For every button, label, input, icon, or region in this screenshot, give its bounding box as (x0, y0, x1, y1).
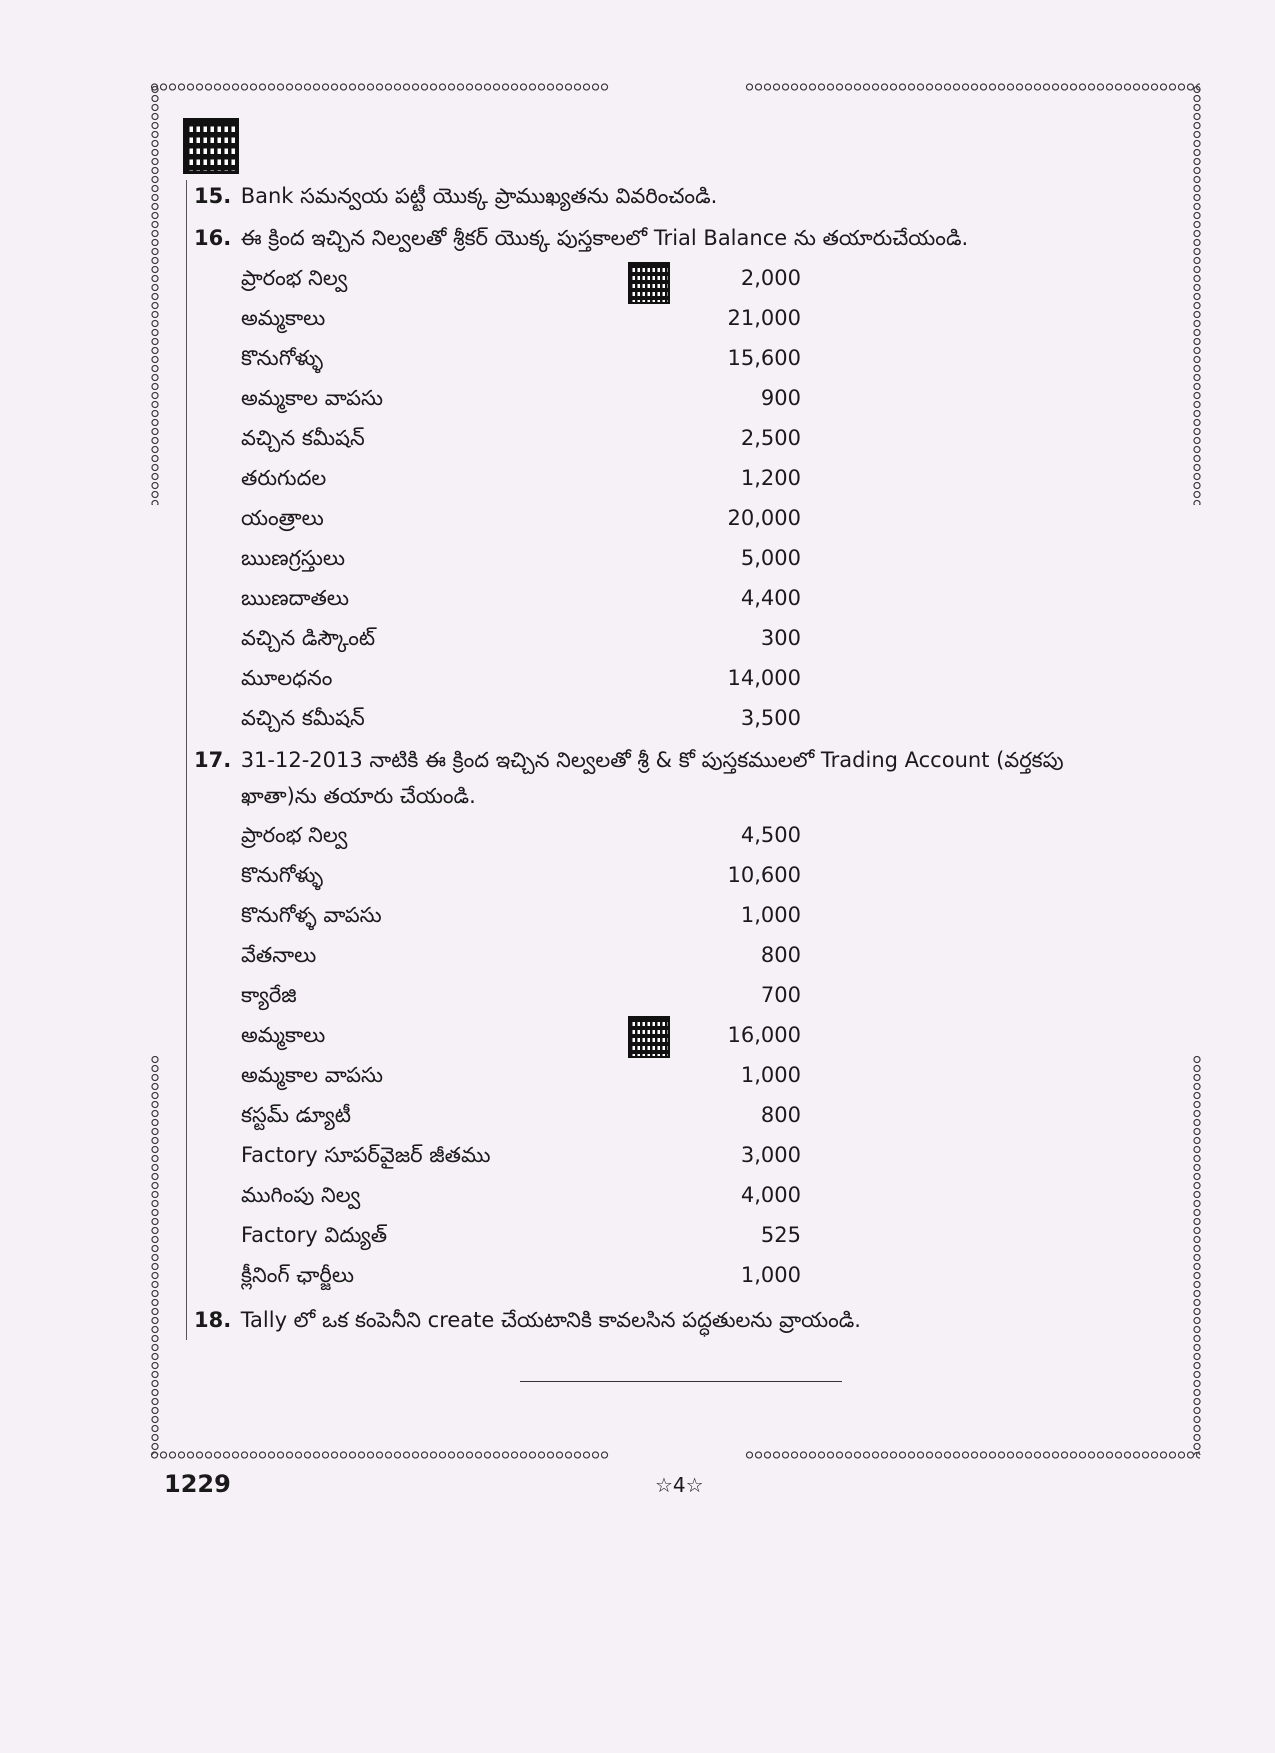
item-amount: 4,400 (740, 586, 801, 610)
item-amount: 3,000 (740, 1143, 801, 1167)
list-item (241, 346, 801, 376)
item-amount: 2,500 (740, 426, 801, 450)
item-label: మూలధనం (241, 666, 333, 690)
border-left-lower (148, 1055, 162, 1455)
question-number: 18. (194, 1308, 232, 1332)
list-item (241, 586, 801, 616)
question-15 (194, 184, 717, 214)
item-label: కొనుగోళ్ళ వాపసు (241, 903, 382, 927)
item-label: అమ్మకాల వాపసు (241, 386, 384, 410)
item-label: Factory సూపర్‌వైజర్ జీతము (241, 1143, 491, 1167)
list-item (241, 863, 801, 893)
question-16 (194, 226, 968, 256)
list-item (241, 943, 801, 973)
item-amount: 1,000 (740, 903, 801, 927)
item-amount: 1,000 (740, 1063, 801, 1087)
border-top-left (150, 80, 610, 94)
border-bottom-left (150, 1448, 610, 1462)
list-item (241, 426, 801, 456)
item-amount: 700 (760, 983, 801, 1007)
list-item (241, 823, 801, 853)
item-amount: 21,000 (727, 306, 801, 330)
question-17-continued (241, 784, 476, 814)
question-17 (194, 748, 1064, 778)
list-item (241, 1063, 801, 1093)
item-amount: 525 (760, 1223, 801, 1247)
list-item (241, 1143, 801, 1173)
item-label: అమ్మకాలు (241, 1023, 326, 1047)
list-item (241, 626, 801, 656)
item-label: వచ్చిన డిస్కౌంట్ (241, 626, 376, 650)
item-amount: 800 (760, 943, 801, 967)
item-amount: 900 (760, 386, 801, 410)
item-label: Factory విద్యుత్ (241, 1223, 388, 1247)
item-amount: 1,000 (740, 1263, 801, 1287)
question-text: 31-12-2013 నాటికి ఈ క్రింద ఇచ్చిన నిల్వలతో శ్రీ & కో పుస్తకములలో Trading Account (వర్తకపు (240, 748, 1064, 772)
border-right-lower (1190, 1055, 1204, 1455)
question-text: ఖాతా)ను తయారు చేయండి. (241, 784, 476, 808)
item-label: ముగింపు నిల్వ (241, 1183, 361, 1207)
qr-code-icon (183, 118, 239, 174)
item-amount: 4,000 (740, 1183, 801, 1207)
item-label: ఋణదాతలు (241, 586, 349, 610)
list-item (241, 266, 801, 296)
item-label: ఋణగ్రస్తులు (241, 546, 346, 570)
item-amount: 5,000 (740, 546, 801, 570)
item-label: ప్రారంభ నిల్వ (241, 266, 348, 290)
border-left-upper (148, 85, 162, 505)
item-amount: 15,600 (727, 346, 801, 370)
question-text: Tally లో ఒక కంపెనీని create చేయటానికి కావలసిన పద్ధతులను వ్రాయండి. (240, 1308, 861, 1332)
list-item (241, 1263, 801, 1293)
list-item (241, 306, 801, 336)
question-number: 15. (194, 184, 232, 208)
border-bottom-right (745, 1448, 1200, 1462)
page-code: 1229 (164, 1470, 231, 1498)
item-label: అమ్మకాల వాపసు (241, 1063, 384, 1087)
item-amount: 20,000 (727, 506, 801, 530)
item-label: క్లీనింగ్ ఛార్జీలు (241, 1263, 355, 1287)
page-number: ☆4☆ (655, 1473, 704, 1497)
item-label: కస్టమ్ డ్యూటీ (241, 1103, 351, 1127)
item-amount: 14,000 (727, 666, 801, 690)
end-of-paper-rule (520, 1381, 842, 1382)
list-item (241, 1103, 801, 1133)
item-amount: 3,500 (740, 706, 801, 730)
list-item (241, 546, 801, 576)
item-label: కొనుగోళ్ళు (241, 346, 324, 370)
item-amount: 16,000 (727, 1023, 801, 1047)
item-label: వచ్చిన కమీషన్ (241, 706, 365, 730)
item-label: అమ్మకాలు (241, 306, 326, 330)
list-item (241, 1183, 801, 1213)
border-right-upper (1190, 85, 1204, 505)
item-label: వచ్చిన కమీషన్ (241, 426, 365, 450)
margin-rule (186, 180, 187, 1340)
item-amount: 1,200 (740, 466, 801, 490)
list-item (241, 983, 801, 1013)
item-amount: 300 (760, 626, 801, 650)
question-18 (194, 1308, 861, 1338)
item-amount: 2,000 (740, 266, 801, 290)
item-amount: 4,500 (740, 823, 801, 847)
list-item (241, 706, 801, 736)
border-top-right (745, 80, 1200, 94)
list-item (241, 506, 801, 536)
list-item (241, 466, 801, 496)
item-label: కొనుగోళ్ళు (241, 863, 324, 887)
item-label: క్యారేజి (241, 983, 297, 1007)
question-text: Bank సమన్వయ పట్టీ యొక్క ప్రాముఖ్యతను వివరించండి. (240, 184, 718, 208)
list-item (241, 903, 801, 933)
question-number: 16. (194, 226, 232, 250)
item-amount: 10,600 (727, 863, 801, 887)
item-label: తరుగుదల (241, 466, 327, 490)
item-label: యంత్రాలు (241, 506, 324, 530)
question-text: ఈ క్రింద ఇచ్చిన నిల్వలతో శ్రీకర్ యొక్క పుస్తకాలలో Trial Balance ను తయారుచేయండి. (240, 226, 969, 250)
list-item (241, 666, 801, 696)
list-item (241, 386, 801, 416)
question-number: 17. (194, 748, 232, 772)
item-label: ప్రారంభ నిల్వ (241, 823, 348, 847)
item-amount: 800 (760, 1103, 801, 1127)
item-label: వేతనాలు (241, 943, 317, 967)
list-item (241, 1223, 801, 1253)
list-item (241, 1023, 801, 1053)
